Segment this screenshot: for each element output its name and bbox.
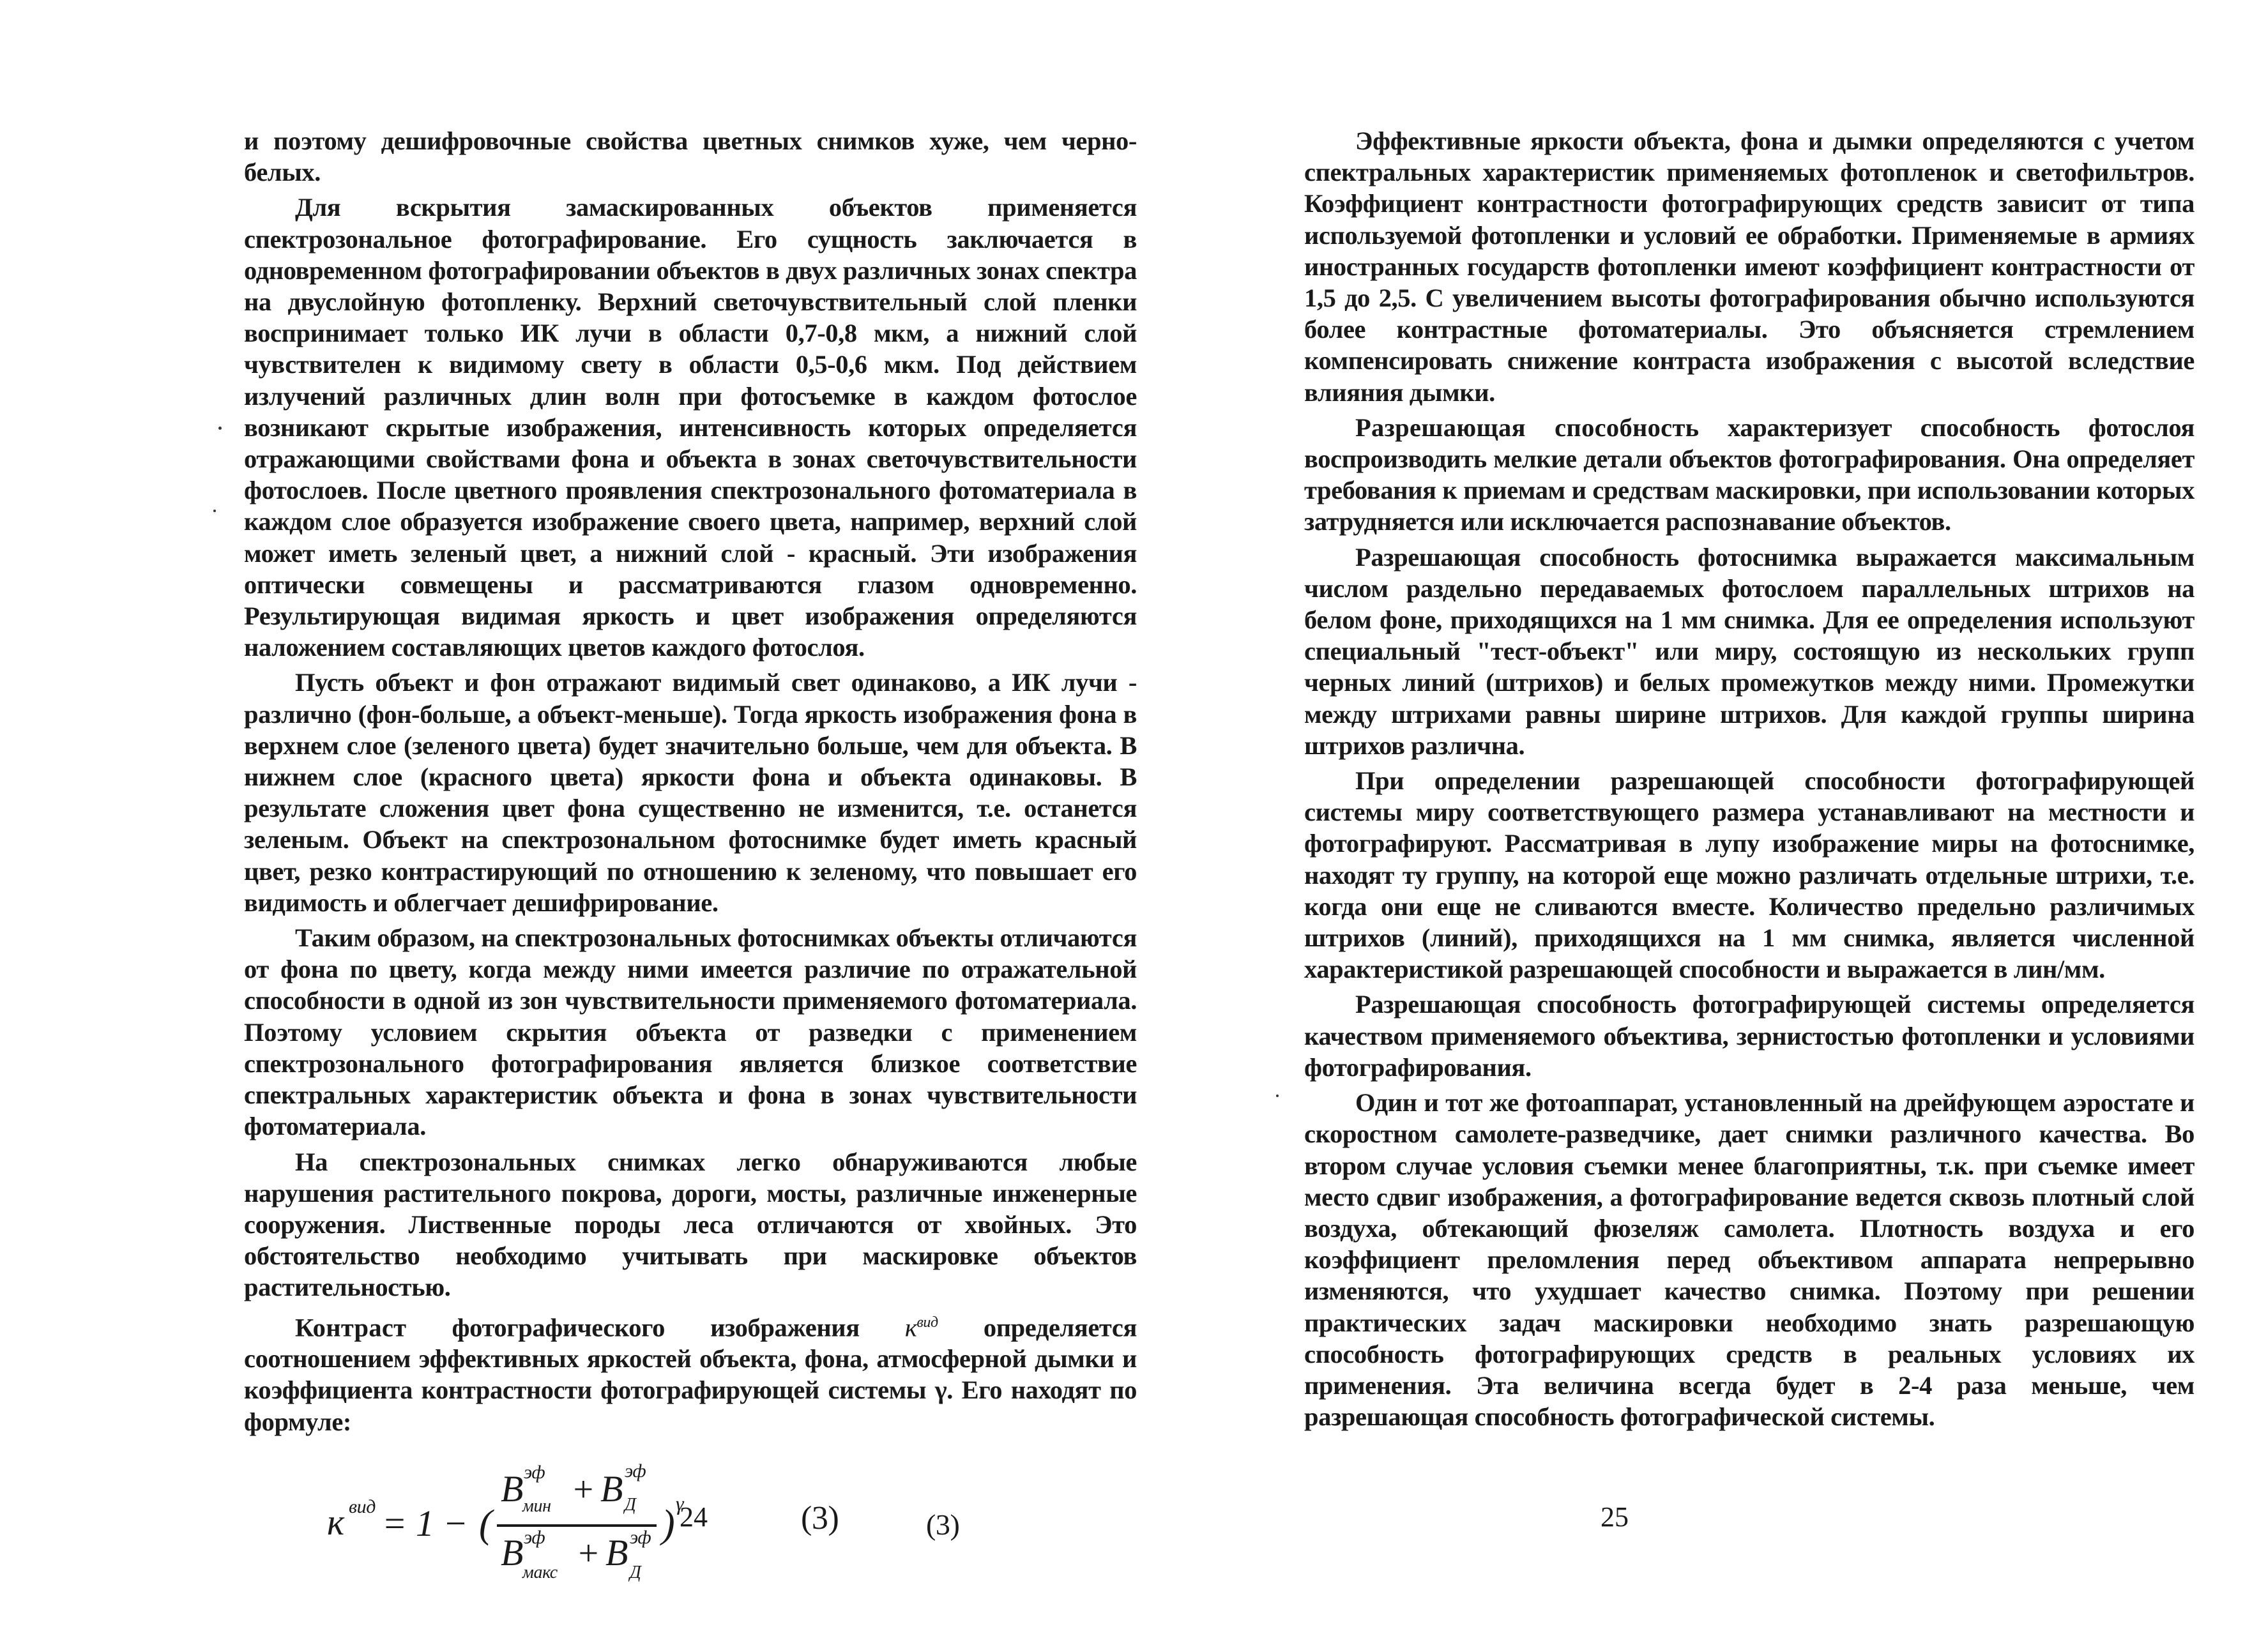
left-text-column (244, 125, 1137, 1593)
scan-speck (213, 510, 216, 512)
numerator-b2-sub: Д (625, 1494, 636, 1515)
formula-lhs: к (327, 1501, 344, 1543)
equation-number: (3) (801, 1499, 839, 1536)
contrast-formula (327, 1446, 787, 1593)
paragraph-text: характеризует способность фотослоя воспроизводить мелкие детали объектов фотографирования. Она определяет требования к приемам и средствам маскировки, при использовании которых затрудняется или исключается распознавание объектов. (1304, 413, 2194, 536)
scan-speck (218, 427, 222, 430)
denominator-b2: B (605, 1531, 628, 1573)
right-page (1129, 0, 2259, 1652)
paragraph: Разрешающая способность фотографирующей системы определяется качеством применяемого объектива, зернистостью фотопленки и условиями фотографирования. (1304, 990, 2194, 1082)
numerator-b2: B (600, 1467, 623, 1510)
denominator-b1-sup: эф (524, 1526, 545, 1548)
term-resolution: Разрешающая способность (1355, 413, 1700, 442)
scan-speck (1276, 1095, 1279, 1097)
denominator-b2-sub: Д (630, 1562, 641, 1582)
paragraph: Один и тот же фотоаппарат, установленный на дрейфующем аэростате и скоростном самолете-разведчике, дает снимки различного качества. Во втором случае условия съемки менее благоприятны, т.к. при съемке имеет место сдвиг изображения, а фотографирование ведется сквозь плотный слой воздуха, обтекающий фюзеляж самолета. Плотность воздуха и его коэффициент преломления перед объективом аппарата непрерывно изменяются, что ухудшает качество снимка. Поэтому при решении практических задач маскировки необходимо знать разрешающую способность фотографирующих средств в реальных условиях их применения. Эта величина всегда будет в 2-4 раза меньше, чем разрешающая способность фотографической системы. (1304, 1088, 2194, 1432)
numerator-b2-sup: эф (625, 1460, 646, 1481)
right-text-column (1304, 125, 2194, 1432)
formula-lhs-superscript: вид (349, 1496, 376, 1517)
page-number: 24 (680, 1501, 708, 1533)
contrast-paragraph (244, 1307, 1137, 1437)
formula-equals: = 1 − (382, 1502, 468, 1544)
numerator-b1-sub: мин (522, 1496, 551, 1516)
numerator-b1: B (501, 1467, 524, 1510)
formula-exponent-gamma: γ (676, 1491, 684, 1515)
paragraph: Пусть объект и фон отражают видимый свет одинаково, а ИК лучи - различно (фон-больше, а объект-меньше). Тогда яркость изображения фона в верхнем слое (зеленого цвета) будет значительно больше, чем для объекта. В нижнем слое (красного цвета) яркости фона и объекта одинаковы. В результате сложения цвет фона существенно не изменится, т.е. останется зеленым. Объект на спектрозональном фотоснимке будет иметь красный цвет, резко контрастирующий по отношению к зеленому, что повышает его видимость и облегчает дешифрирование. (244, 668, 1137, 917)
numerator-plus: + (571, 1469, 595, 1510)
paragraph: Таким образом, на спектрозональных фотоснимках объекты отличаются от фона по цвету, когда между ними имеется различие по отражательной способности в одной из зон чувствительности применяемого фотоматериала. Поэтому условием скрытия объекта от разведки с применением спектрозонального фотографирования является близкое соответствие спектральных характеристик объекта и фона в зонах чувствительности фотоматериала. (244, 923, 1137, 1141)
paragraph: На спектрозональных снимках легко обнаруживаются любые нарушения растительного покрова, дороги, мосты, различные инженерные сооружения. Лиственные породы леса отличаются от хвойных. Это обстоятельство необходимо учитывать при маскировке объектов растительностью. (244, 1147, 1137, 1302)
denominator-b1: B (501, 1531, 524, 1573)
formula-open-paren: ( (479, 1502, 492, 1546)
paragraph: Разрешающая способность фотоснимка выражается максимальным числом раздельно передаваемых фотослоем параллельных штрихов на белом фоне, приходящихся на 1 мм снимка. Для ее определения используют специальный "тест-объект" или миру, состоящую из нескольких групп черных линий (штрихов) и белых промежутков между ними. Промежутки между штрихами равны ширине штрихов. Для каждой группы ширина штрихов различна. (1304, 542, 2194, 760)
paragraph: Для вскрытия замаскированных объектов применяется спектрозональное фотографирование. Его сущность заключается в одновременном фотографировании объектов в двух различных зонах спектра на двуслойную фотопленку. Верхний светочувствительный слой пленки воспринимает только ИК лучи в области 0,7-0,8 мкм, а нижний слой чувствителен к видимому свету в области 0,5-0,6 мкм. Под действием излучений различных длин волн при фотосъемке в каждом фотослое возникают скрытые изображения, интенсивность которых определяется отражающими свойствами фона и объекта в зонах светочувствительности фотослоев. После цветного проявления спектрозонального фотоматериала в каждом слое образуется изображение своего цвета, например, верхний слой может иметь зеленый цвет, а нижний слой - красный. Эти изображения оптически совмещены и рассматриваются глазом одновременно. Результирующая видимая яркость и цвет изображения определяются наложением составляющих цветов каждого фотослоя. (244, 193, 1137, 662)
symbol-k-superscript: вид (917, 1314, 938, 1331)
term-contrast: Контраст (295, 1313, 407, 1342)
resolution-paragraph (1304, 412, 2194, 538)
numerator-b1-sup: эф (524, 1461, 545, 1483)
denominator-b2-sup: эф (630, 1526, 651, 1548)
denominator-b1-sub: макс (522, 1562, 558, 1582)
paragraph-text: фотографического изображения (406, 1313, 905, 1342)
equation-number: (3) (926, 1508, 960, 1541)
symbol-k: к (904, 1313, 917, 1342)
paragraph: и поэтому дешифровочные свойства цветных снимков хуже, чем черно-белых. (244, 126, 1137, 187)
paragraph: При определении разрешающей способности фотографирующей системы миру соответствующего размера устанавливают на местности и фотографируют. Рассматривая в лупу изображение миры на фотоснимке, находят ту группу, на которой еще можно различать отдельные штрихи, т.е. когда они еще не сливаются вместе. Количество предельно различимых штрихов (линий), приходящихся на 1 мм снимка, является численной характеристикой разрешающей способности и выражается в лин/мм. (1304, 766, 2194, 984)
paragraph-text: определяется соотношением эффективных яркостей объекта, фона, атмосферной дымки и коэффициента контрастности фотографирующей системы γ. Его находят по формуле: (244, 1313, 1137, 1436)
paragraph: Эффективные яркости объекта, фона и дымки определяются с учетом спектральных характеристик применяемых фотопленок и светофильтров. Коэффициент контрастности фотографирующих средств зависит от типа используемой фотопленки и условий ее обработки. Применяемые в армиях иностранных государств фотопленки имеют коэффициент контрастности от 1,5 до 2,5. С увеличением высоты фотографирования обычно используются более контрастные фотоматериалы. Это объясняется стремлением компенсировать снижение контраста изображения с высотой вследствие влияния дымки. (1304, 126, 2194, 407)
formula-close-paren: ) (662, 1502, 675, 1546)
denominator-plus: + (576, 1533, 600, 1573)
page-number: 25 (1601, 1501, 1629, 1533)
